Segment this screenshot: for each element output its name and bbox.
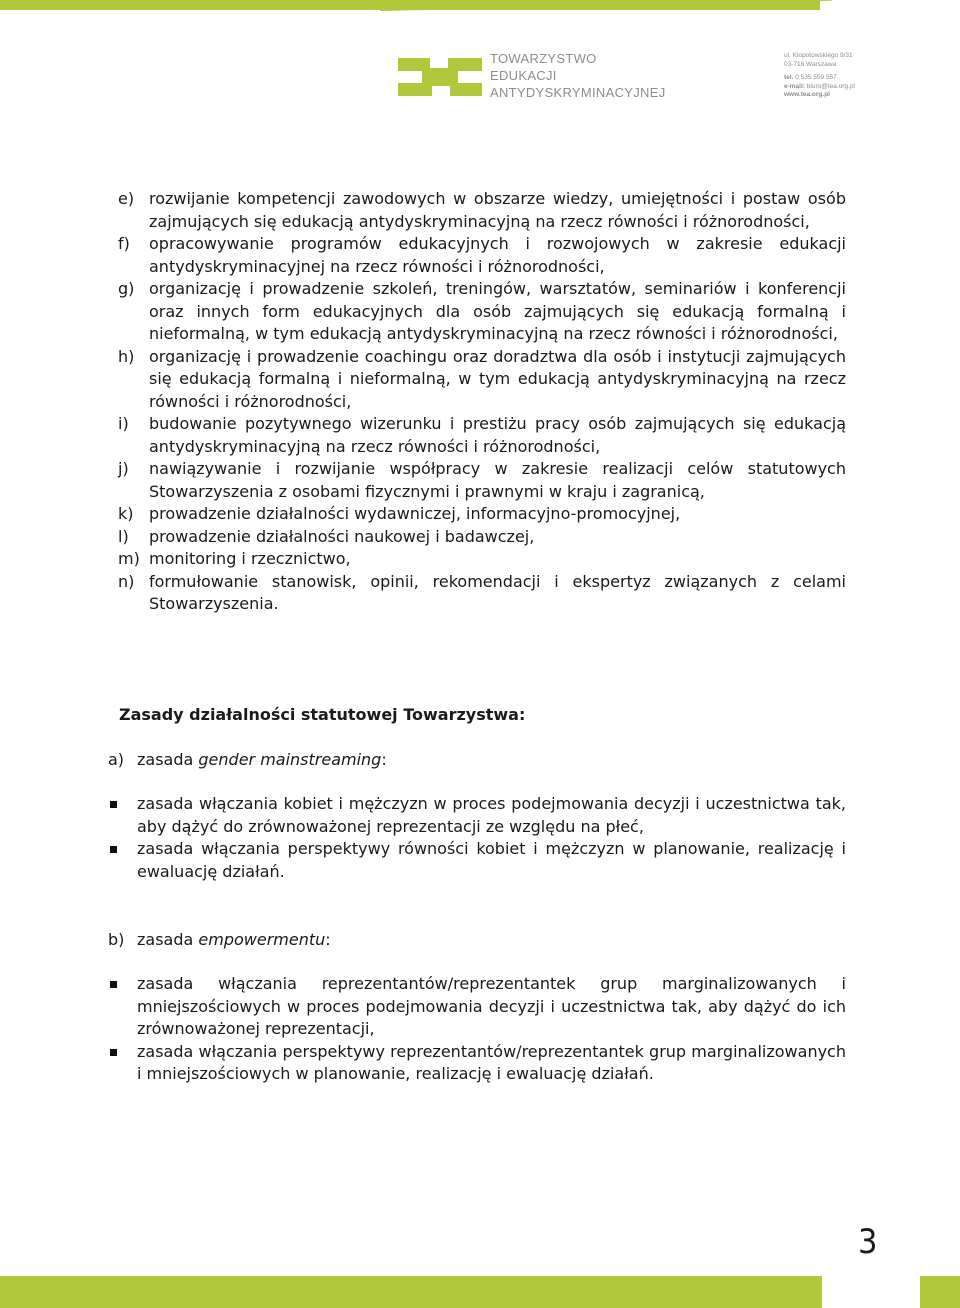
logo-line-1: TOWARZYSTWO	[490, 51, 597, 66]
footer-green-corner	[920, 1276, 960, 1308]
bullet-square-icon	[110, 981, 117, 988]
principles-heading: Zasady działalności statutowej Towarzystwa:	[119, 705, 526, 724]
phone-line: tel. 0 535 559 557	[784, 74, 837, 82]
principle-a-bullets	[108, 793, 846, 883]
principle-b-label: b) zasada empowermentu:	[108, 930, 331, 949]
list-item: n) formułowanie stanowisk, opinii, rekomendacji i ekspertyz związanych z celami Stowarzyszenia.	[118, 571, 846, 613]
goals-list	[118, 188, 846, 616]
list-item: f) opracowywanie programów edukacyjnych i rozwojowych w zakresie edukacji antydyskryminacyjnej na rzecz równości i różnorodności,	[118, 234, 846, 276]
list-item: e) rozwijanie kompetencji zawodowych w obszarze wiedzy, umiejętności i postaw osób zajmujących się edukacją antydyskryminacyjną na rzecz równości i różnorodności,	[118, 189, 846, 231]
list-item: m) monitoring i rzecznictwo,	[118, 549, 351, 568]
list-item: l) prowadzenie działalności naukowej i badawczej,	[118, 526, 535, 546]
bullet-square-icon	[110, 846, 117, 853]
page-number: 3	[858, 1222, 878, 1262]
email-line: e-mail: biuro@tea.org.pl	[784, 82, 855, 90]
list-item: j) nawiązywanie i rozwijanie współpracy w zakresie realizacji celów statutowych Stowarzyszenia z osobami fizycznymi i prawnymi w kraju i zagranicą,	[118, 459, 846, 501]
principle-b-bullets	[108, 973, 846, 1086]
list-item: zasada włączania kobiet i mężczyzn w proces podejmowania decyzji i uczestnictwa tak, aby dążyć do zrównoważonej reprezentacji ze względu na płeć,	[108, 793, 846, 838]
address-line-1: ul. Kłopotowskiego 9/31	[784, 52, 853, 59]
website-line: www.tea.org.pl	[784, 91, 830, 99]
organization-logo-text	[490, 50, 666, 101]
logo-line-3: ANTYDYSKRYMINACYJNEJ	[490, 85, 666, 100]
list-item: k) prowadzenie działalności wydawniczej, informacyjno-promocyjnej,	[118, 504, 681, 523]
principle-a-label: a) zasada gender mainstreaming:	[108, 750, 387, 769]
logo-line-2: EDUKACJI	[490, 68, 557, 83]
list-item: zasada włączania perspektywy równości kobiet i mężczyzn w planowanie, realizację i ewaluację działań.	[108, 838, 846, 883]
footer-green-band	[0, 1276, 822, 1308]
list-item: g) organizację i prowadzenie szkoleń, treningów, warsztatów, seminariów i konferencji oraz innych form edukacyjnych dla osób zajmujących się edukacją formalną i nieformalną, w tym edukacją antydyskryminacyjną na rzecz równości i różnorodności,	[118, 279, 846, 343]
address-line-2: 03-718 Warszawa	[784, 60, 837, 68]
tea-logo-icon	[398, 54, 482, 100]
list-item: i) budowanie pozytywnego wizerunku i prestiżu pracy osób zajmujących się edukacją antydyskryminacyjną na rzecz równości i różnorodności,	[118, 414, 846, 456]
bullet-square-icon	[110, 801, 117, 808]
contact-block	[784, 52, 855, 100]
list-item: zasada włączania reprezentantów/reprezentantek grup marginalizowanych i mniejszościowych w proces podejmowania decyzji i uczestnictwa tak, aby dążyć do ich zrównoważonej reprezentacji,	[108, 973, 846, 1041]
bullet-square-icon	[110, 1049, 117, 1056]
list-item: h) organizację i prowadzenie coachingu oraz doradztwa dla osób i instytucji zajmujących się edukacją formalną i nieformalną, w tym edukacją antydyskryminacyjną na rzecz równości i różnorodności,	[118, 346, 846, 411]
list-item: zasada włączania perspektywy reprezentantów/reprezentantek grup marginalizowanych i mniejszościowych w planowanie, realizację i ewaluację działań.	[108, 1041, 846, 1086]
